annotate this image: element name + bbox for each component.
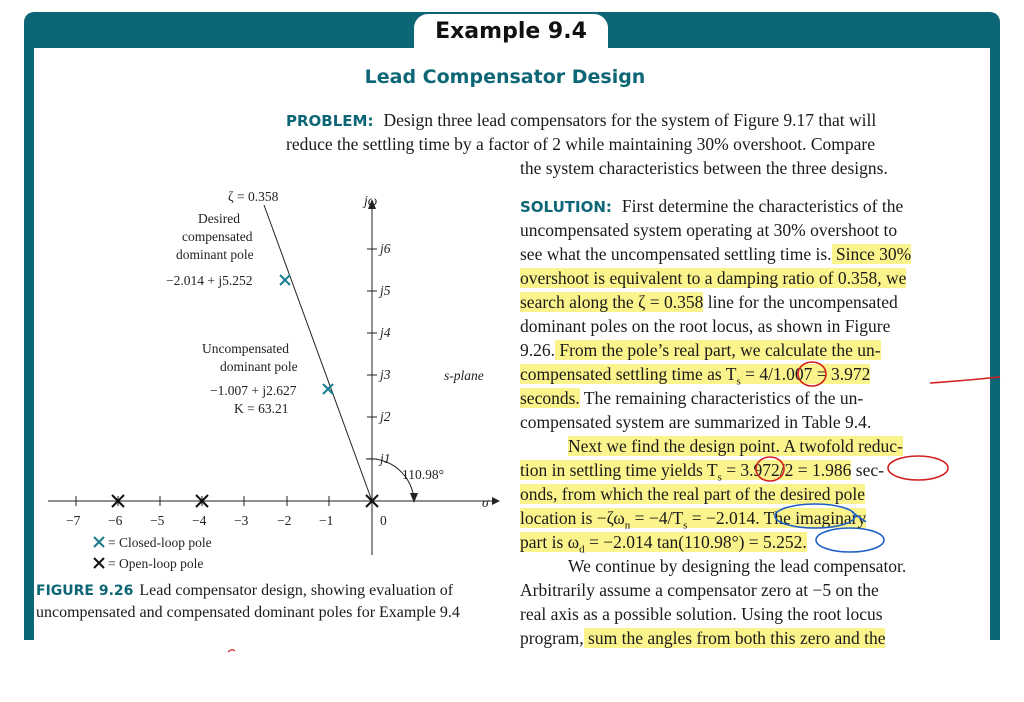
text-span: program, <box>520 628 584 648</box>
subscript: s <box>736 375 741 388</box>
uncomp-label-1: Uncompensated <box>202 341 289 356</box>
text-span: line for the uncompensated <box>703 292 898 312</box>
legend-closed-loop <box>94 535 212 550</box>
x-tick-label: −1 <box>319 513 334 528</box>
legend-closed-text: = Closed-loop pole <box>108 535 212 550</box>
legend-closed-icon <box>94 537 104 547</box>
legend-open-loop <box>94 556 203 571</box>
x-tick-label: −4 <box>192 513 207 528</box>
highlighted-text: Next we find the design point. A twofold reduc- <box>568 436 903 456</box>
text-span: = 4/1.007 = 3.972 <box>740 364 871 384</box>
highlighted-text: From the pole’s real part, we calculate the un- <box>555 340 881 360</box>
solution-line-6: dominant poles on the root locus, as shown in Figure <box>520 316 891 336</box>
text-span: = −2.014. The imaginary <box>687 508 867 528</box>
desired-pole-value: −2.014 + j5.252 <box>166 273 253 288</box>
subscript: s <box>717 471 722 484</box>
example-title: Example 9.4 <box>435 19 587 44</box>
ink-circle-ts-2 <box>756 457 784 481</box>
problem-text-1: Design three lead compensators for the system of Figure 9.17 that will <box>383 110 877 130</box>
solution-line-17: Arbitrarily assume a compensator zero at −5 on the <box>520 580 879 600</box>
y-tick-label: j3 <box>380 367 391 382</box>
ink-circle-ts-1 <box>798 362 826 386</box>
desired-label-1: Desired <box>198 211 240 226</box>
legend-open-icon <box>94 558 104 568</box>
splane-label: s-plane <box>444 368 484 383</box>
problem-line-2: reduce the settling time by a factor of 2 while maintaining 30% overshoot. Compare <box>286 134 876 154</box>
x-tick-label: 0 <box>380 513 387 528</box>
desired-pole-marker <box>280 275 290 285</box>
text-span: = 3.972/2 = 1.986 <box>721 460 852 480</box>
ink-circle-2014 <box>775 504 855 528</box>
section-subtitle: Lead Compensator Design <box>364 66 646 88</box>
uncomp-pole-value: −1.007 + j2.627 <box>210 383 297 398</box>
x-tick-label: −2 <box>277 513 292 528</box>
y-tick-label: j1 <box>380 451 391 466</box>
root-locus-figure <box>30 185 510 580</box>
x-tick-label: −5 <box>150 513 165 528</box>
solution-line-18: real axis as a possible solution. Using the root locus <box>520 604 883 624</box>
solution-text: First determine the characteristics of the <box>621 196 904 216</box>
highlighted-text: overshoot is equivalent to a damping ratio of 0.358, we <box>520 268 907 288</box>
uncomp-label-2: dominant pole <box>220 359 298 374</box>
solution-label: SOLUTION: <box>520 198 612 216</box>
x-tick-label: −6 <box>108 513 123 528</box>
x-tick-label: −3 <box>234 513 249 528</box>
y-tick-label: j2 <box>380 409 391 424</box>
subscript: d <box>579 543 585 556</box>
desired-label-3: dominant pole <box>176 247 254 262</box>
problem-line-3: the system characteristics between the three designs. <box>520 158 888 178</box>
ink-circle-1986 <box>888 456 948 480</box>
highlighted-text: seconds. <box>520 388 580 408</box>
gain-label: K = 63.21 <box>234 401 289 416</box>
solution-line-16: We continue by designing the lead compensator. <box>568 556 907 576</box>
highlighted-text: sum the angles from both this zero and the <box>583 628 886 648</box>
ink-mark <box>228 650 235 652</box>
angle-label: 110.98° <box>402 467 445 482</box>
y-tick-label: j6 <box>380 241 391 256</box>
highlighted-text: search along the ζ = 0.358 <box>520 292 704 312</box>
y-tick-label: j5 <box>380 283 391 298</box>
legend-open-text: = Open-loop pole <box>108 556 204 571</box>
y-ticks <box>367 241 391 466</box>
figure-caption <box>36 580 506 624</box>
text-span: The remaining characteristics of the un- <box>579 388 864 408</box>
highlighted-text: onds, from which the real part of the desired pole <box>520 484 866 504</box>
text-span: = −2.014 tan(110.98°) = 5.252. <box>584 532 807 552</box>
figure-caption-text: Lead compensator design, showing evaluation of uncompensated and compensated dominant poles for Example 9.4 <box>36 582 460 621</box>
text-span: location is −ζω <box>520 508 625 528</box>
ink-underline-3972 <box>930 377 1000 383</box>
real-axis-arrow <box>492 497 500 505</box>
axis-label-sigma: σ <box>482 495 489 510</box>
text-span: see what the uncompensated settling time is. <box>520 244 832 264</box>
x-tick-label: −7 <box>66 513 81 528</box>
solution-line-2: uncompensated system operating at 30% overshoot to <box>520 220 898 240</box>
text-span: tion in settling time yields T <box>520 460 718 480</box>
text-span: = −4/T <box>630 508 684 528</box>
y-tick-label: j4 <box>380 325 391 340</box>
axis-label-jw: jω <box>364 193 378 208</box>
ink-circle-5252 <box>816 528 884 552</box>
text-span: sec- <box>851 460 884 480</box>
subscript: s <box>683 519 688 532</box>
text-span: 9.26. <box>520 340 555 360</box>
text-span: part is ω <box>520 532 580 552</box>
desired-label-2: compensated <box>182 229 253 244</box>
zeta-label: ζ = 0.358 <box>228 189 279 204</box>
problem-label: PROBLEM: <box>286 112 374 130</box>
solution-line-10: compensated system are summarized in Table 9.4. <box>520 412 872 432</box>
figure-number: FIGURE 9.26 <box>36 583 134 599</box>
subscript: n <box>624 519 631 532</box>
highlighted-text: Since 30% <box>831 244 912 264</box>
text-span: compensated settling time as T <box>520 364 737 384</box>
